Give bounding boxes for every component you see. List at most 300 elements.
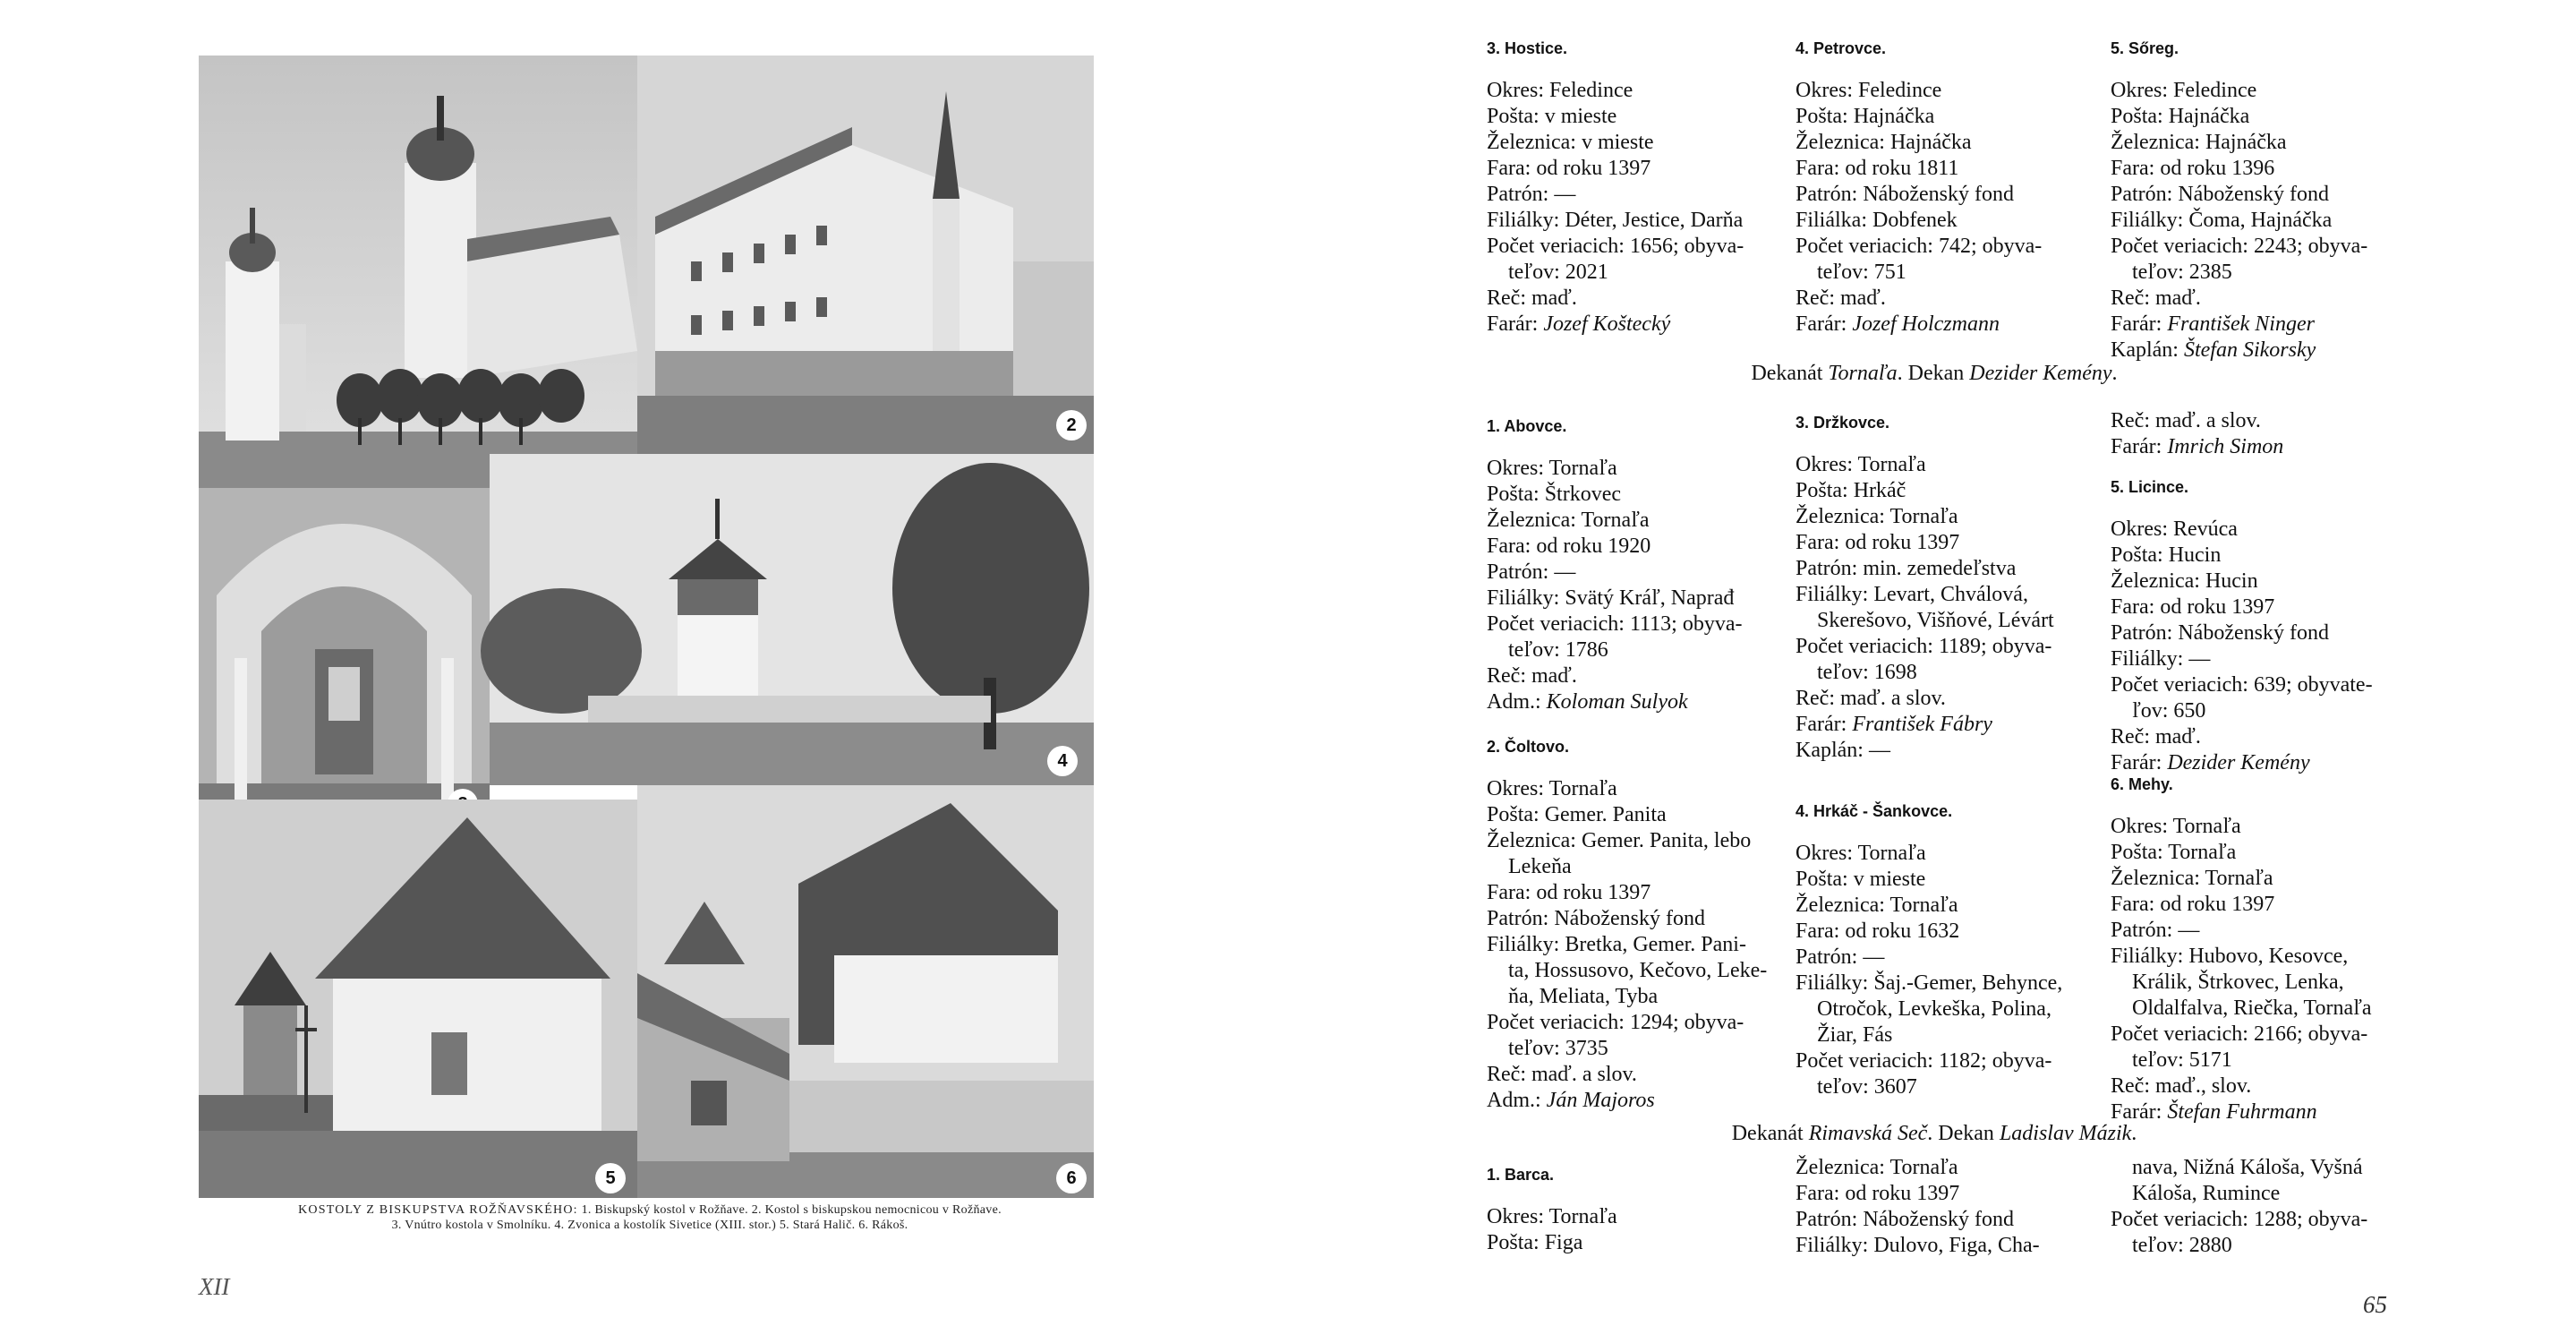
field-value: — <box>1868 739 1890 762</box>
parish-entry <box>2111 408 2283 460</box>
field-value: Náboženský fond <box>1863 183 2014 206</box>
parish-field <box>1796 156 2042 182</box>
field-value: Imrich Simon <box>2167 435 2284 458</box>
deanery-end: . <box>2131 1122 2137 1145</box>
parish-field <box>1796 478 2054 504</box>
parish-field <box>1796 182 2042 208</box>
field-label: Patrón: <box>1796 1208 1864 1231</box>
parish-field <box>2111 1074 2372 1099</box>
field-label: Pošta: <box>1487 105 1545 128</box>
parish-field <box>1487 637 1742 663</box>
field-value: Dezider Kemény <box>2167 751 2310 774</box>
parish-entry <box>1796 410 2054 764</box>
field-label: Patrón: <box>1796 183 1864 206</box>
parish-field <box>1796 1074 2062 1100</box>
field-value: teľov: 2385 <box>2132 261 2232 284</box>
field-label: Fara: <box>1796 531 1846 554</box>
field-value: Tornaľa <box>1889 1156 1958 1179</box>
parish-field <box>1796 504 2054 530</box>
field-label: Okres: <box>2111 815 2173 838</box>
parish-field <box>1487 286 1744 312</box>
parish-field <box>2111 970 2372 996</box>
field-value: teľov: 3735 <box>1508 1037 1608 1060</box>
field-label: Fara: <box>1487 157 1537 180</box>
parish-field <box>1487 104 1744 130</box>
caption-text-2: 3. Vnútro kostola v Smolníku. 4. Zvonica a kostolík Sivetice (XIII. stor.) 5. Stará Halič. 6. Rákoš. <box>391 1219 908 1232</box>
parish-field <box>1796 260 2042 286</box>
parish-field <box>1796 841 2062 867</box>
field-label: Fara: <box>1796 157 1846 180</box>
field-label: Kaplán: <box>2111 338 2184 362</box>
field-value: od roku 1397 <box>1536 157 1651 180</box>
parish-field <box>2111 338 2367 364</box>
field-value: Šaj.-Gemer, Behynce, <box>1873 971 2063 995</box>
field-value: teľov: 2880 <box>2132 1234 2232 1257</box>
parish-field <box>2111 234 2367 260</box>
parish-field <box>1487 663 1742 689</box>
parish-field <box>2111 434 2283 460</box>
field-label: Patrón: <box>1796 945 1864 969</box>
field-value: Jozef Holczmann <box>1852 312 2000 336</box>
parish-field <box>1796 1207 2040 1233</box>
deanery-rimavska-sec <box>1487 1122 2382 1146</box>
parish-field <box>1487 456 1742 482</box>
parish-field <box>1796 78 2042 104</box>
field-value: od roku 1397 <box>2160 595 2275 619</box>
parish-field <box>1487 78 1744 104</box>
field-value: Figa <box>1544 1231 1583 1254</box>
parish-entry <box>2111 1155 2367 1259</box>
caption-first-line <box>199 1202 1101 1218</box>
field-value: 1113; obyva- <box>1629 612 1743 636</box>
parish-entry <box>1796 1155 2040 1259</box>
deanery-dean: Ladislav Mázik <box>1999 1122 2132 1145</box>
field-value: — <box>2188 647 2211 671</box>
field-label: Okres: <box>1796 842 1858 865</box>
parish-entry <box>2111 36 2367 364</box>
field-label: Fara: <box>2111 595 2161 619</box>
field-value: Hajnáčka <box>2168 105 2250 128</box>
field-label: Pošta: <box>1487 803 1545 826</box>
field-value: Tornaľa <box>2172 815 2241 838</box>
field-value: Hajnáčka <box>1853 105 1935 128</box>
field-label: Reč: <box>1487 664 1531 688</box>
field-label: Reč: <box>1796 287 1840 310</box>
field-value: Tornaľa <box>1857 842 1926 865</box>
parish-field <box>1487 312 1744 338</box>
field-label: Fara: <box>2111 157 2161 180</box>
field-label: Okres: <box>1487 777 1549 800</box>
field-label: Okres: <box>2111 518 2173 541</box>
field-label: Okres: <box>1487 1205 1549 1228</box>
field-value: Tornaľa <box>2168 841 2237 864</box>
field-label: Pošta: <box>1796 479 1854 502</box>
field-label: Filiálky: <box>1796 1234 1874 1257</box>
parish-field <box>2111 1181 2367 1207</box>
parish-title: 3. Držkovce. <box>1796 414 1890 432</box>
field-value: Ján Majoros <box>1546 1089 1655 1112</box>
field-label: Železnica: <box>1796 1156 1890 1179</box>
field-label: Železnica: <box>2111 569 2205 593</box>
parish-field <box>2111 698 2373 724</box>
field-value: — <box>1554 183 1576 206</box>
field-label: Filiálky: <box>1487 209 1565 232</box>
parish-field <box>1487 984 1767 1010</box>
field-value: Náboženský fond <box>2178 183 2329 206</box>
field-value: teľov: 1698 <box>1817 661 1917 684</box>
deanery-dean: Dezider Kemény <box>1969 362 2112 385</box>
field-label: Patrón: <box>2111 621 2179 645</box>
field-value: Revúca <box>2172 518 2238 541</box>
left-page-number: XII <box>199 1273 230 1300</box>
parish-field <box>1796 634 2054 660</box>
field-label: Patrón: <box>1796 557 1864 580</box>
field-value: Čoma, Hajnáčka <box>2188 209 2333 232</box>
parish-entry <box>2111 772 2372 1125</box>
field-value: Dulovo, Figa, Cha- <box>1873 1234 2040 1257</box>
field-label: Železnica: <box>1796 131 1890 154</box>
field-label: Pošta: <box>1796 868 1854 891</box>
field-value: maď. <box>1531 287 1577 310</box>
parish-field <box>2111 1207 2367 1233</box>
parish-field <box>1796 867 2062 893</box>
field-label: Reč: <box>1487 287 1531 310</box>
field-value: Feledince <box>1548 79 1633 102</box>
photo-number-badge: 2 <box>1056 410 1087 441</box>
field-value: Koloman Sulyok <box>1546 690 1688 714</box>
field-value: maď. <box>2154 725 2201 748</box>
field-value: v mieste <box>1853 868 1926 891</box>
deanery-place: Tornaľa <box>1828 362 1898 385</box>
parish-field <box>1487 260 1744 286</box>
parish-field <box>2111 595 2373 620</box>
field-value: Náboženský fond <box>1863 1208 2014 1231</box>
parish-title: 4. Hrkáč - Šankovce. <box>1796 802 1953 820</box>
field-label: Fara: <box>2111 893 2161 916</box>
field-label: Reč: <box>1796 687 1840 710</box>
field-value: od roku 1397 <box>1845 1182 1960 1205</box>
field-label: Pošta: <box>1487 483 1545 506</box>
field-value: Skerešovo, Višňové, Lévárt <box>1817 609 2054 632</box>
field-value: maď. <box>1839 287 1886 310</box>
parish-title: 6. Mehy. <box>2111 775 2173 793</box>
field-value: Otročok, Levkeška, Polina, <box>1817 997 2051 1021</box>
parish-field <box>1796 893 2062 919</box>
parish-field <box>2111 672 2373 698</box>
parish-field <box>2111 996 2372 1022</box>
field-value: Tornaľa <box>1857 453 1926 476</box>
deanery-place: Rimavská Seč <box>1808 1122 1928 1145</box>
parish-field <box>2111 1233 2367 1259</box>
field-value: 1294; obyva- <box>1629 1011 1744 1034</box>
field-value: Gemer. Panita <box>1544 803 1667 826</box>
photo-number-badge: 5 <box>595 1163 626 1193</box>
parish-field <box>2111 1048 2372 1074</box>
parish-field <box>2111 517 2373 543</box>
field-value: od roku 1397 <box>1536 881 1651 904</box>
field-label: Patrón: <box>1487 560 1555 584</box>
parish-field <box>1487 880 1767 906</box>
field-value: — <box>1863 945 1885 969</box>
parish-field <box>2111 104 2367 130</box>
field-label: Železnica: <box>2111 131 2205 154</box>
field-label: Filiálka: <box>1796 209 1872 232</box>
field-label: Počet veriacich: <box>1487 1011 1630 1034</box>
field-label: Reč: <box>2111 725 2155 748</box>
deanery-dean-label: . Dekan <box>1897 362 1970 385</box>
field-label: Patrón: <box>1487 183 1555 206</box>
field-label: Počet veriacich: <box>2111 1022 2254 1046</box>
parish-field <box>2111 569 2373 595</box>
parish-field <box>2111 543 2373 569</box>
field-label: Reč: <box>2111 287 2155 310</box>
field-value: Hajnáčka <box>2205 131 2287 154</box>
field-value: v mieste <box>1581 131 1654 154</box>
field-label: Pošta: <box>2111 543 2169 567</box>
field-label: Farár: <box>2111 751 2168 774</box>
photo-5-stara-halic <box>199 800 637 1198</box>
parish-field <box>1487 208 1744 234</box>
field-value: 1656; obyva- <box>1629 235 1744 258</box>
photo-4-belfry-sivetice <box>490 454 1094 785</box>
field-label: Počet veriacich: <box>1487 235 1630 258</box>
field-value: Tornaľa <box>1581 509 1650 532</box>
field-value: Tornaľa <box>1889 505 1958 528</box>
field-label: Patrón: <box>2111 919 2179 942</box>
field-value: Svätý Kráľ, Naprađ <box>1565 586 1735 610</box>
parish-field <box>1796 530 2054 556</box>
parish-title: 1. Abovce. <box>1487 417 1567 435</box>
field-value: od roku 1397 <box>1845 531 1960 554</box>
parish-field <box>2111 408 2283 434</box>
field-label: Železnica: <box>1487 131 1582 154</box>
parish-field <box>1796 608 2054 634</box>
field-label: Počet veriacich: <box>1796 635 1939 658</box>
parish-field <box>2111 944 2372 970</box>
field-label: Fara: <box>1487 881 1537 904</box>
parish-field <box>1487 234 1744 260</box>
field-label: Adm.: <box>1487 690 1547 714</box>
field-label: Filiálky: <box>1487 933 1565 956</box>
parish-field <box>1487 560 1742 586</box>
parish-field <box>1487 854 1767 880</box>
field-label: Pošta: <box>2111 105 2169 128</box>
field-label: Železnica: <box>1796 894 1890 917</box>
field-value: Žiar, Fás <box>1817 1023 1893 1047</box>
field-value: teľov: 1786 <box>1508 638 1608 662</box>
parish-field <box>1796 556 2054 582</box>
field-label: Filiálky: <box>2111 945 2189 968</box>
parish-entry <box>1487 414 1742 715</box>
field-value: Hubovo, Kesovce, <box>2188 945 2349 968</box>
field-label: Farár: <box>1487 312 1544 336</box>
parish-title: 2. Čoltovo. <box>1487 738 1570 756</box>
field-label: Fara: <box>1796 1182 1846 1205</box>
parish-field <box>1487 1088 1767 1114</box>
field-value: teľov: 2021 <box>1508 261 1608 284</box>
field-value: maď. <box>2154 287 2201 310</box>
field-value: teľov: 3607 <box>1817 1075 1917 1099</box>
field-value: nava, Nižná Káloša, Vyšná <box>2132 1156 2363 1179</box>
field-label: Farár: <box>1796 312 1853 336</box>
field-value: Gemer. Panita, lebo <box>1581 829 1752 852</box>
parish-field <box>1796 1155 2040 1181</box>
parish-field <box>2111 286 2367 312</box>
parish-entry <box>1487 36 1744 338</box>
parish-field <box>1487 689 1742 715</box>
parish-field <box>1487 130 1744 156</box>
deanery-end: . <box>2111 362 2118 385</box>
parish-title: 3. Hostice. <box>1487 39 1568 57</box>
right-page-number: 65 <box>2363 1291 2387 1318</box>
parish-field <box>1796 738 2054 764</box>
parish-field <box>1487 1036 1767 1062</box>
field-label: Počet veriacich: <box>2111 1208 2254 1231</box>
caption-text-1: 1. Biskupský kostol v Rožňave. 2. Kostol s biskupskou nemocnicou v Rožňave. <box>581 1203 1002 1217</box>
field-label: Farár: <box>2111 312 2168 336</box>
parish-field <box>1487 534 1742 560</box>
parish-field <box>2111 156 2367 182</box>
parish-field <box>1796 1022 2062 1048</box>
caption-heading: KOSTOLY Z BISKUPSTVA ROŽŇAVSKÉHO: <box>298 1203 578 1217</box>
parish-field <box>1796 945 2062 971</box>
field-label: Reč: <box>2111 1074 2155 1098</box>
field-value: v mieste <box>1544 105 1617 128</box>
deanery-tornala <box>1487 362 2382 386</box>
field-value: Králik, Štrkovec, Lenka, <box>2132 971 2344 994</box>
parish-entry <box>1796 799 2062 1100</box>
field-value: Levart, Chválová, <box>1873 583 2028 606</box>
field-label: Železnica: <box>1796 505 1890 528</box>
parish-field <box>1796 1048 2062 1074</box>
parish-field <box>1487 612 1742 637</box>
field-label: Železnica: <box>1487 509 1582 532</box>
field-value: Káloša, Rumince <box>2132 1182 2281 1205</box>
field-value: 2166; obyva- <box>2253 1022 2368 1046</box>
parish-field <box>2111 130 2367 156</box>
field-label: Okres: <box>1487 457 1549 480</box>
field-value: Tornaľa <box>1889 894 1958 917</box>
parish-field <box>1796 582 2054 608</box>
parish-field <box>1796 686 2054 712</box>
field-value: Feledince <box>1857 79 1942 102</box>
field-value: Náboženský fond <box>1554 907 1705 930</box>
field-value: Hajnáčka <box>1889 131 1972 154</box>
parish-field <box>1487 586 1742 612</box>
parish-field <box>1487 776 1767 802</box>
parish-field <box>1487 932 1767 958</box>
deanery-prefix: Dekanát <box>1751 362 1829 385</box>
field-label: Filiálky: <box>1796 583 1874 606</box>
parish-field <box>2111 78 2367 104</box>
parish-field <box>1487 1062 1767 1088</box>
parish-field <box>2111 892 2372 918</box>
parish-field <box>2111 182 2367 208</box>
field-label: Fara: <box>1487 535 1537 558</box>
field-label: Pošta: <box>2111 841 2169 864</box>
parish-field <box>1487 156 1744 182</box>
parish-field <box>1487 482 1742 508</box>
field-value: 2243; obyva- <box>2253 235 2368 258</box>
field-value: Štrkovec <box>1544 483 1621 506</box>
field-label: Železnica: <box>2111 867 2205 890</box>
photo-1-cathedral-roznava <box>199 56 637 488</box>
field-value: Štefan Sikorsky <box>2183 338 2316 362</box>
field-value: od roku 1632 <box>1845 920 1960 943</box>
parish-field <box>2111 918 2372 944</box>
field-value: Tornaľa <box>2205 867 2273 890</box>
parish-field <box>2111 208 2367 234</box>
parish-field <box>1796 234 2042 260</box>
field-label: Počet veriacich: <box>2111 673 2254 697</box>
field-label: Kaplán: <box>1796 739 1869 762</box>
field-label: Farár: <box>2111 1100 2168 1124</box>
parish-field <box>1796 997 2062 1022</box>
parish-field <box>1487 182 1744 208</box>
field-label: Filiálky: <box>2111 209 2189 232</box>
parish-field <box>2111 814 2372 840</box>
parish-field <box>1487 958 1767 984</box>
field-value: — <box>2178 919 2200 942</box>
parish-field <box>1487 828 1767 854</box>
field-value: maď. <box>1531 664 1577 688</box>
field-label: Okres: <box>1487 79 1549 102</box>
parish-title: 1. Barca. <box>1487 1166 1555 1184</box>
parish-field <box>2111 840 2372 866</box>
field-value: min. zemedeľstva <box>1863 557 2017 580</box>
field-value: 1182; obyva- <box>1938 1049 2052 1073</box>
field-value: teľov: 5171 <box>2132 1048 2232 1072</box>
field-value: maď., slov. <box>2154 1074 2252 1098</box>
photo-6-rakos <box>637 785 1094 1198</box>
field-label: Filiálky: <box>2111 647 2189 671</box>
parish-field <box>1796 1181 2040 1207</box>
parish-entry <box>1487 1162 1617 1256</box>
parish-field <box>1796 208 2042 234</box>
field-label: Pošta: <box>1487 1231 1545 1254</box>
field-value: Dobfenek <box>1872 209 1958 232</box>
field-value: Tornaľa <box>1548 457 1617 480</box>
parish-entry <box>2111 475 2373 776</box>
field-value: František Fábry <box>1852 713 1992 736</box>
field-value: od roku 1397 <box>2160 893 2275 916</box>
field-value: 1288; obyva- <box>2253 1208 2368 1231</box>
deanery-prefix: Dekanát <box>1731 1122 1809 1145</box>
parish-field <box>1487 1010 1767 1036</box>
parish-title: 4. Petrovce. <box>1796 39 1887 57</box>
parish-field <box>2111 1022 2372 1048</box>
field-value: Náboženský fond <box>2178 621 2329 645</box>
parish-field <box>1796 104 2042 130</box>
field-label: Okres: <box>1796 453 1858 476</box>
parish-field <box>2111 724 2373 750</box>
field-label: Reč: <box>1487 1063 1531 1086</box>
field-label: Filiálky: <box>1487 586 1565 610</box>
field-label: Počet veriacich: <box>1796 235 1939 258</box>
field-label: Počet veriacich: <box>1796 1049 1939 1073</box>
parish-field <box>1796 312 2042 338</box>
parish-field <box>1796 971 2062 997</box>
field-value: — <box>1554 560 1576 584</box>
field-label: Patrón: <box>2111 183 2179 206</box>
field-value: od roku 1811 <box>1845 157 1959 180</box>
parish-field <box>2111 646 2373 672</box>
field-value: ľov: 650 <box>2132 699 2206 723</box>
field-value: Tornaľa <box>1548 777 1617 800</box>
parish-field <box>1487 508 1742 534</box>
field-label: Železnica: <box>1487 829 1582 852</box>
photo-3-interior-smolnik <box>199 488 490 826</box>
